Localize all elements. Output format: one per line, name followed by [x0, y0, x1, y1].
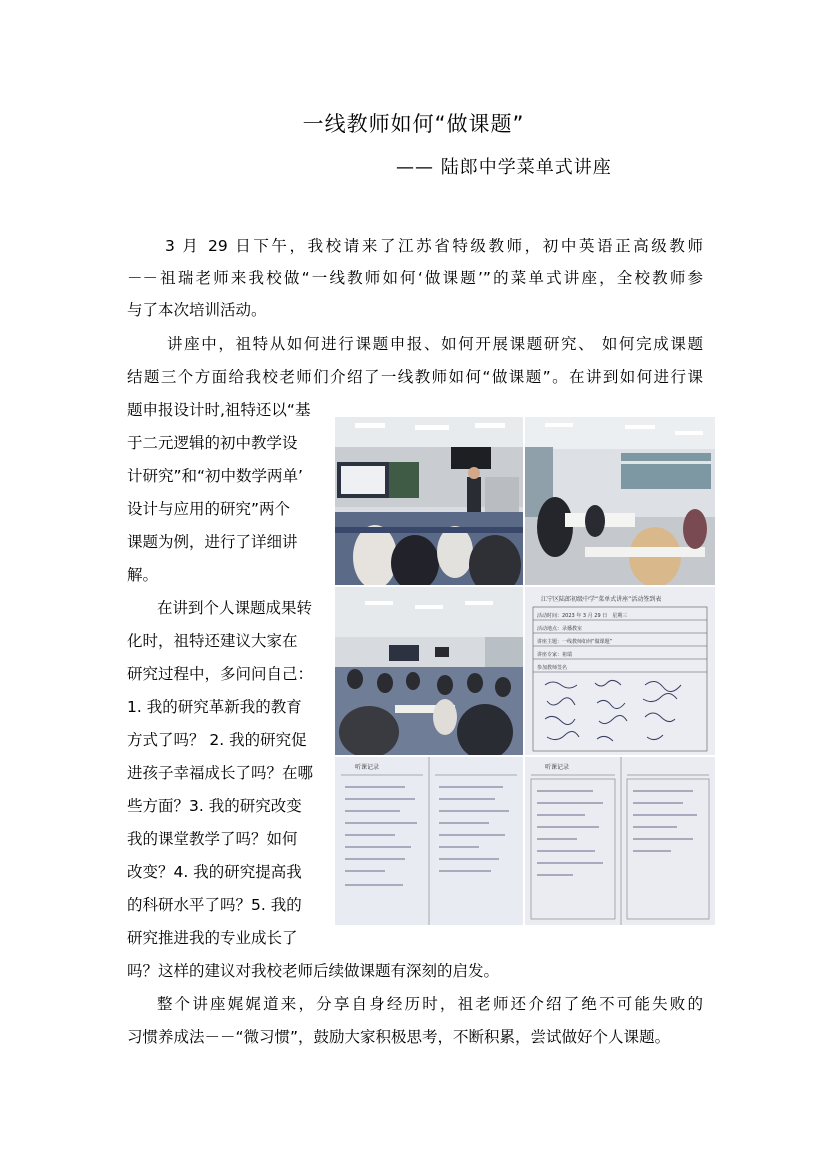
paragraph-2-line: 解。: [127, 566, 159, 584]
paragraph-2-line: 于二元逻辑的初中教学设: [127, 434, 298, 452]
notes-heading-left: 听课记录: [355, 764, 380, 771]
document-subtitle: —— 陆郎中学菜单式讲座: [396, 157, 612, 178]
paragraph-3-line: 方式了吗？ 2. 我的研究促: [127, 731, 307, 749]
photo-lecture-hall: [335, 587, 523, 755]
sign-in-date: 活动时间：2023 年 3 月 29 日 星期三: [537, 613, 628, 619]
photo-lecture-notes-right: [525, 757, 715, 925]
paragraph-3-line: 研究推进我的专业成长了: [127, 929, 298, 947]
paragraph-3-line: 研究过程中，多问问自己：: [127, 665, 314, 683]
sign-in-heading: 江宁区陆郎初级中学“菜单式讲座”活动签到表: [541, 596, 662, 603]
paragraph-3-line: 改变？4. 我的研究提高我: [127, 863, 302, 881]
paragraph-1-line: 3 月 29 日下午，我校请来了江苏省特级教师，初中英语正高级教师: [165, 237, 703, 255]
document-title: 一线教师如何“做课题”: [302, 112, 525, 136]
paragraph-3-line: 些方面？3. 我的研究改变: [127, 797, 302, 815]
paragraph-3-line: 化时，祖特还建议大家在: [127, 632, 298, 650]
sign-in-place: 活动地点：录播教室: [537, 626, 583, 632]
paragraph-4-line: 习惯养成法－－“微习惯”，鼓励大家积极思考，不断积累，尝试做好个人课题。: [127, 1028, 671, 1046]
paragraph-1-line: 与了本次培训活动。: [127, 301, 267, 319]
paragraph-3-line: 吗？这样的建议对我校老师后续做课题有深刻的启发。: [127, 962, 500, 980]
paragraph-2-line: 题申报设计时,祖特还以“基: [127, 401, 311, 419]
sign-in-speaker: 讲座专家：祖瑞: [537, 652, 573, 658]
photo-lecture-notes-left: [335, 757, 523, 925]
paragraph-3-line: 的科研水平了吗？5. 我的: [127, 896, 302, 914]
paragraph-2-line: 结题三个方面给我校老师们介绍了一线教师如何“做课题”。在讲到如何进行课: [127, 368, 703, 386]
paragraph-2-line: 课题为例，进行了详细讲: [127, 533, 298, 551]
photo-collage: [335, 417, 715, 925]
sign-in-attendees: 参加教师签名: [537, 665, 568, 671]
paragraph-4-line: 整个讲座娓娓道来，分享自身经历时，祖老师还介绍了绝不可能失败的: [157, 995, 703, 1013]
photo-classroom-side: [525, 417, 715, 585]
paragraph-2-line: 讲座中，祖特从如何进行课题申报、如何开展课题研究、 如何完成课题: [167, 335, 703, 353]
sign-in-topic: 讲座主题：一线教师如何“做课题”: [537, 639, 613, 645]
paragraph-3-line: 在讲到个人课题成果转: [157, 599, 313, 617]
paragraph-1-line: －－祖瑞老师来我校做“一线教师如何‘做课题’”的菜单式讲座，全校教师参: [127, 269, 703, 287]
photo-sign-in-sheet: [525, 587, 715, 755]
paragraph-3-line: 1. 我的研究革新我的教育: [127, 698, 302, 716]
paragraph-3-line: 进孩子幸福成长了吗？在哪: [127, 764, 314, 782]
paragraph-3-line: 我的课堂教学了吗？如何: [127, 830, 298, 848]
photo-lecture-front: [335, 417, 523, 585]
paragraph-2-line: 设计与应用的研究”两个: [127, 500, 291, 518]
notes-heading-right: 听课记录: [545, 764, 570, 771]
paragraph-2-line: 计研究”和“初中数学两单’: [127, 467, 303, 485]
